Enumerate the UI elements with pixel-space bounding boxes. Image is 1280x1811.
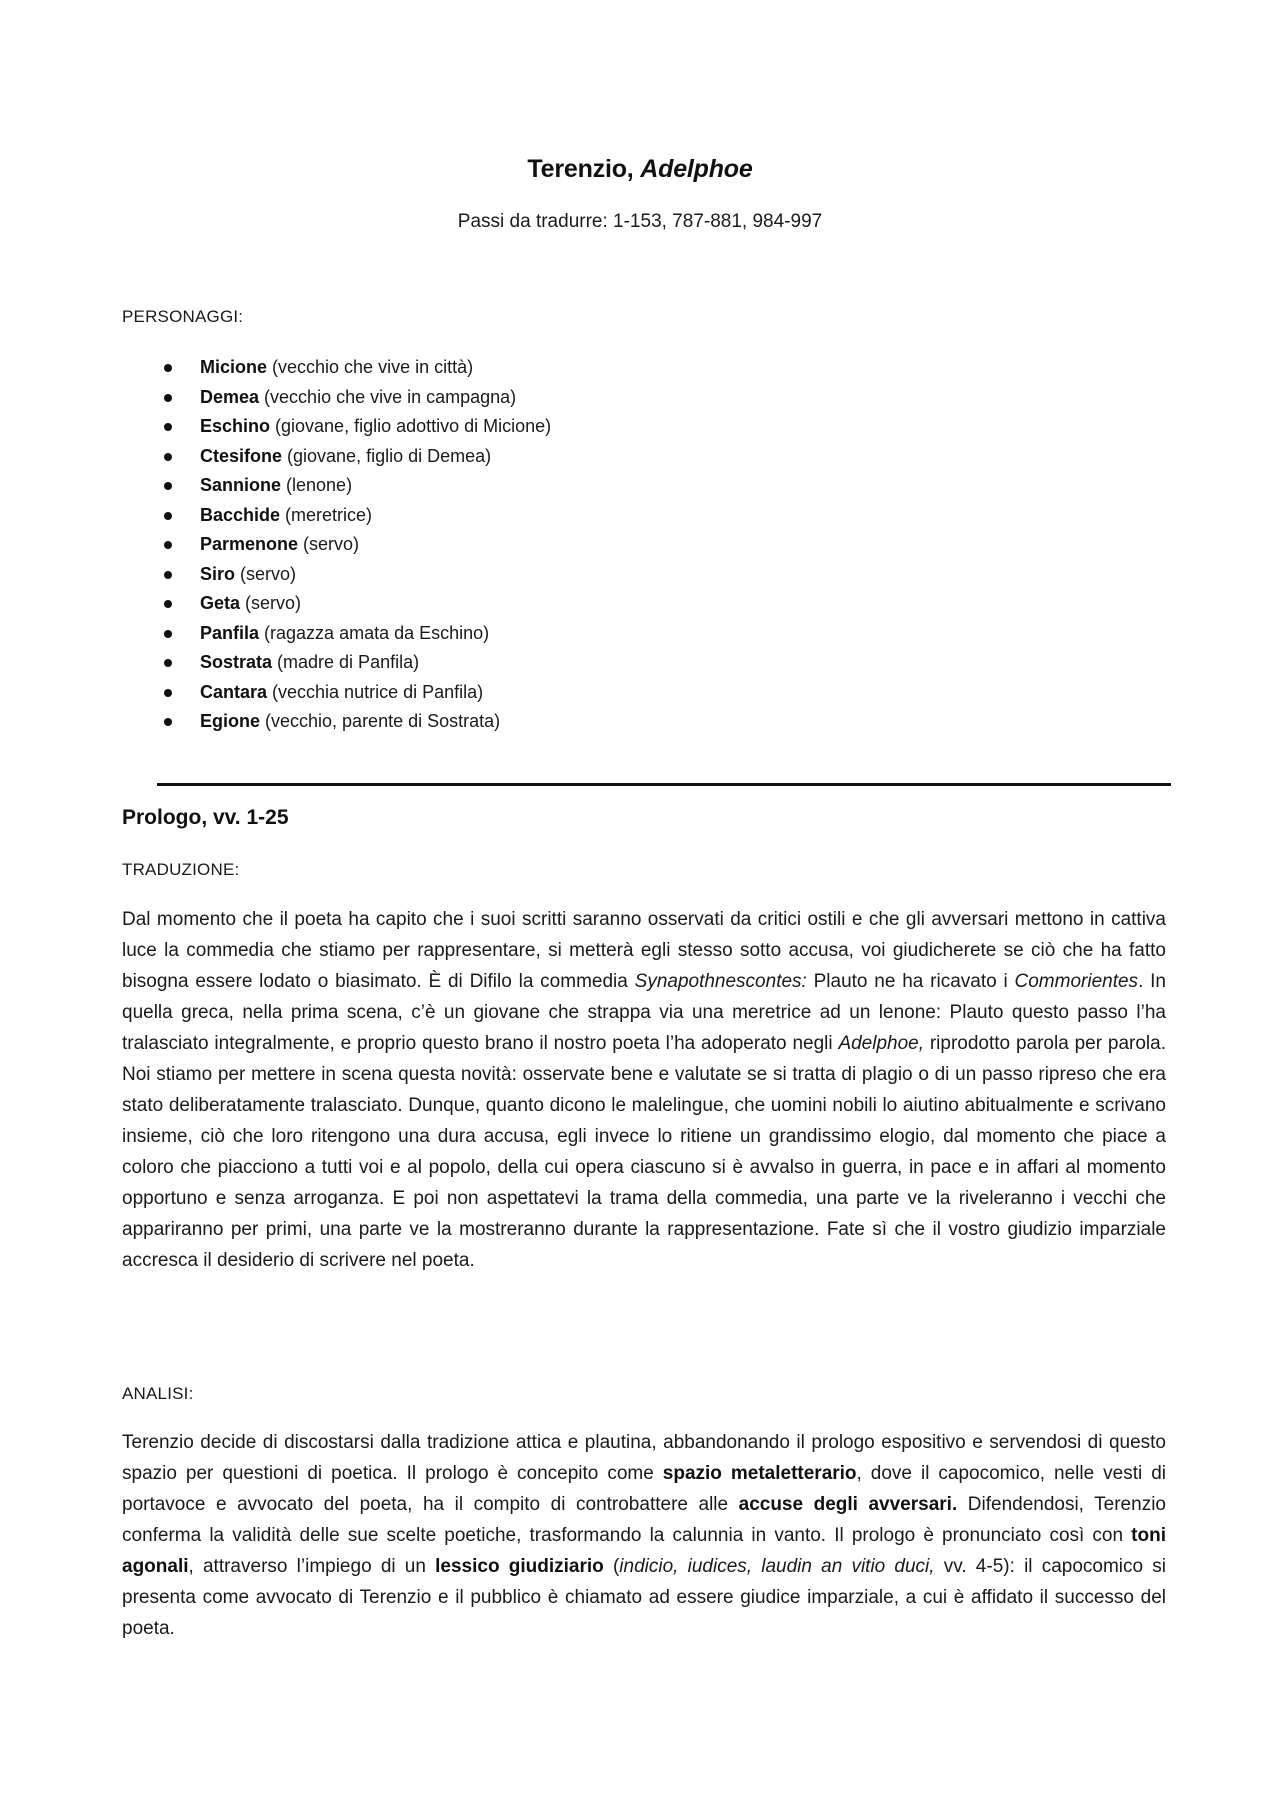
text-run: riprodotto parola per parola. Noi stiamo per mettere in scena questa novità: osservate bene e valutate se si tratta di plagio o di un passo ripreso che era stato deliberatamente tralasciato. Dunque, quanto dicono le malelingue, che uomini nobili lo aiutino abitualmente e scrivano insieme, ciò che loro ritengono una dura accusa, egli invece lo ritiene un grandissimo elogio, dal momento che piace a coloro che piacciono a tutti voi e al popolo, della cui opera ciascuno si è avvalso in guerra, in pace e in affari al momento opportuno e senza arroganza. E poi non aspettatevi la trama della commedia, una parte ve la riveleranno i vecchi che appariranno per primi, una parte ve la mostreranno durante la rappresentazione. Fate sì che il vostro giudizio imparziale accresca il desiderio di scrivere nel poeta. [122,1033,1166,1271]
list-item [150,442,551,472]
character-desc: (meretrice) [280,504,373,525]
text-run: Difendendosi, Terenzio conferma la validità delle sue scelte poetiche, trasformando la calunnia in vanto. Il prologo è pronunciato così con [122,1494,1166,1546]
bullet-icon [164,571,172,579]
italic-quote: indicio, iudices, laudin an vitio duci, [619,1556,935,1577]
list-item [150,678,551,708]
character-name: Bacchide [200,504,281,525]
list-item [150,353,551,383]
character-desc: (servo) [240,593,302,613]
text-run: . In quella greca, nella prima scena, c’è un giovane che strappa via una meretrice ad un lenone: Plauto questo passo l’ha tralasciato integralmente, e proprio questo brano il nostro poeta l’ha adoperato negli [122,971,1166,1054]
character-desc: (vecchio che vive in città) [267,357,474,377]
character-desc: (ragazza amata da Eschino) [259,622,490,643]
list-item [150,383,551,413]
translation-paragraph [122,904,1166,1276]
bold-term: toni agonali [122,1525,1166,1577]
character-name: Egione [200,711,261,731]
title-work: Adelphoe [640,155,753,183]
bullet-icon [164,689,172,697]
character-desc: (giovane, figlio di Demea) [282,445,492,466]
character-name: Cantara [200,681,268,702]
list-item [150,412,551,442]
list-item [150,589,551,619]
character-desc: (vecchio che vive in campagna) [259,386,517,407]
bold-term: spazio metaletterario [662,1463,857,1484]
characters-label: PERSONAGGI: [122,307,244,326]
character-name: Micione [200,357,268,377]
translation-label: TRADUZIONE: [122,860,240,879]
bold-term: accuse degli avversari. [738,1494,958,1515]
section-title: Prologo, vv. 1-25 [122,806,289,829]
bullet-icon [164,600,172,608]
character-name: Panfila [200,622,260,643]
bullet-icon [164,541,172,549]
horizontal-divider [157,783,1171,786]
bullet-icon [164,364,172,372]
bullet-icon [164,630,172,638]
text-run: , attraverso l’impiego di un [188,1556,436,1577]
italic-title: Synapothnescontes: [634,971,807,992]
character-name: Sostrata [200,652,273,672]
bullet-icon [164,718,172,726]
bullet-icon [164,394,172,402]
character-name: Siro [200,563,236,584]
text-run: Dal momento che il poeta ha capito che i suoi scritti saranno osservati da critici ostili e che gli avversari mettono in cattiva luce la commedia che stiamo per rappresentare, si metterà egli stesso sotto accusa, voi giudicherete se ciò che ha fatto bisogna essere lodato o biasimato. È di Difilo la commedia [122,909,1166,992]
italic-title: Commorientes [1014,971,1139,992]
characters-list [150,353,551,737]
text-run: ( [603,1556,620,1577]
character-desc: (madre di Panfila) [272,652,420,672]
list-item [150,501,551,531]
character-desc: (lenone) [281,475,353,495]
list-item [150,530,551,560]
list-item [150,707,551,737]
character-desc: (servo) [298,534,360,554]
passages-subtitle: Passi da tradurre: 1-153, 787-881, 984-997 [457,211,823,232]
character-name: Sannione [200,475,282,495]
character-name: Geta [200,593,241,613]
character-name: Ctesifone [200,445,283,466]
character-name: Eschino [200,416,271,436]
character-desc: (giovane, figlio adottivo di Micione) [270,416,552,436]
character-desc: (servo) [235,563,297,584]
list-item [150,648,551,678]
text-run: Plauto ne ha ricavato i [806,971,1015,992]
bullet-icon [164,512,172,520]
analysis-paragraph [122,1427,1166,1644]
italic-title: Adelphoe, [838,1033,925,1054]
bullet-icon [164,423,172,431]
title-author: Terenzio, [527,155,641,183]
text-run: vv. 4-5): il capocomico si presenta come avvocato di Terenzio e il pubblico è chiamato ad essere giudice imparziale, a cui è affidato il successo del poeta. [122,1556,1166,1639]
text-run: , dove il capocomico, nelle vesti di portavoce e avvocato del poeta, ha il compito di controbattere alle [122,1463,1166,1515]
character-name: Parmenone [200,534,299,554]
bullet-icon [164,659,172,667]
analysis-label: ANALISI: [122,1384,194,1403]
character-name: Demea [200,386,260,407]
bold-term: lessico giudiziario [435,1556,604,1577]
document-title [0,155,1280,184]
list-item [150,619,551,649]
character-desc: (vecchio, parente di Sostrata) [260,711,501,731]
list-item [150,471,551,501]
list-item [150,560,551,590]
character-desc: (vecchia nutrice di Panfila) [267,681,484,702]
text-run: Terenzio decide di discostarsi dalla tradizione attica e plautina, abbandonando il prologo espositivo e servendosi di questo spazio per questioni di poetica. Il prologo è concepito come [122,1432,1166,1484]
bullet-icon [164,482,172,490]
bullet-icon [164,453,172,461]
